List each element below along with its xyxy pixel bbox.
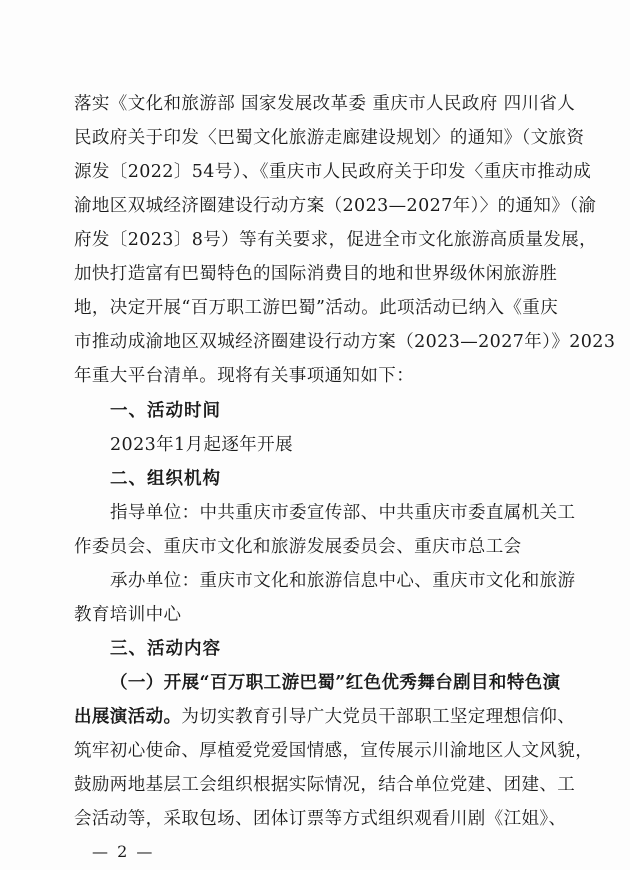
body-line: 筑牢初心使命、厚植爱党爱国情感，宣传展示川渝地区人文风貌， (74, 741, 594, 761)
subsection-heading: （一）开展“百万职工游巴蜀”红色优秀舞台剧目和特色演 (110, 673, 561, 693)
body-line: 市推动成渝地区双城经济圈建设行动方案（2023—2027年）》2023 (74, 332, 616, 352)
body-line: 民政府关于印发〈巴蜀文化旅游走廊建设规划〉的通知》（文旅资 (74, 128, 585, 148)
section-heading-content: 三、活动内容 (110, 639, 221, 659)
section-heading-organization: 二、组织机构 (110, 469, 221, 489)
body-line: 落实《文化和旅游部 国家发展改革委 重庆市人民政府 四川省人 (74, 94, 576, 114)
body-line: 鼓励两地基层工会组织根据实际情况，结合单位党建、团建、工 (74, 775, 576, 795)
subsection-heading-cont: 出展演活动。 (74, 707, 182, 727)
body-line: 作委员会、重庆市文化和旅游发展委员会、重庆市总工会 (74, 537, 522, 557)
body-line: 年重大平台清单。现将有关事项通知如下： (74, 366, 415, 386)
body-line: 指导单位：中共重庆市委宣传部、中共重庆市委直属机关工 (110, 503, 576, 523)
body-line: 2023年1月起逐年开展 (110, 435, 293, 455)
body-line: 教育培训中心 (74, 605, 182, 625)
body-line: 加快打造富有巴蜀特色的国际消费目的地和世界级休闲旅游胜 (74, 264, 558, 284)
body-line: 府发〔2023〕8号）等有关要求，促进全市文化旅游高质量发展， (74, 230, 598, 250)
body-line: 源发〔2022〕54号）、《重庆市人民政府关于印发〈重庆市推动成 (74, 162, 592, 182)
body-text: 为切实教育引导广大党员干部职工坚定理想信仰、 (181, 707, 576, 727)
body-line: 承办单位：重庆市文化和旅游信息中心、重庆市文化和旅游 (110, 571, 576, 591)
section-heading-time: 一、活动时间 (110, 401, 221, 421)
body-line: 渝地区双城经济圈建设行动方案（2023—2027年）〉的通知》（渝 (74, 196, 597, 216)
body-line (74, 706, 575, 728)
body-line: 会活动等，采取包场、团体订票等方式组织观看川剧《江姐》、 (74, 809, 567, 829)
page-number: — 2 — (92, 842, 155, 861)
body-line: 地，决定开展“百万职工游巴蜀”活动。此项活动已纳入《重庆 (74, 298, 559, 318)
